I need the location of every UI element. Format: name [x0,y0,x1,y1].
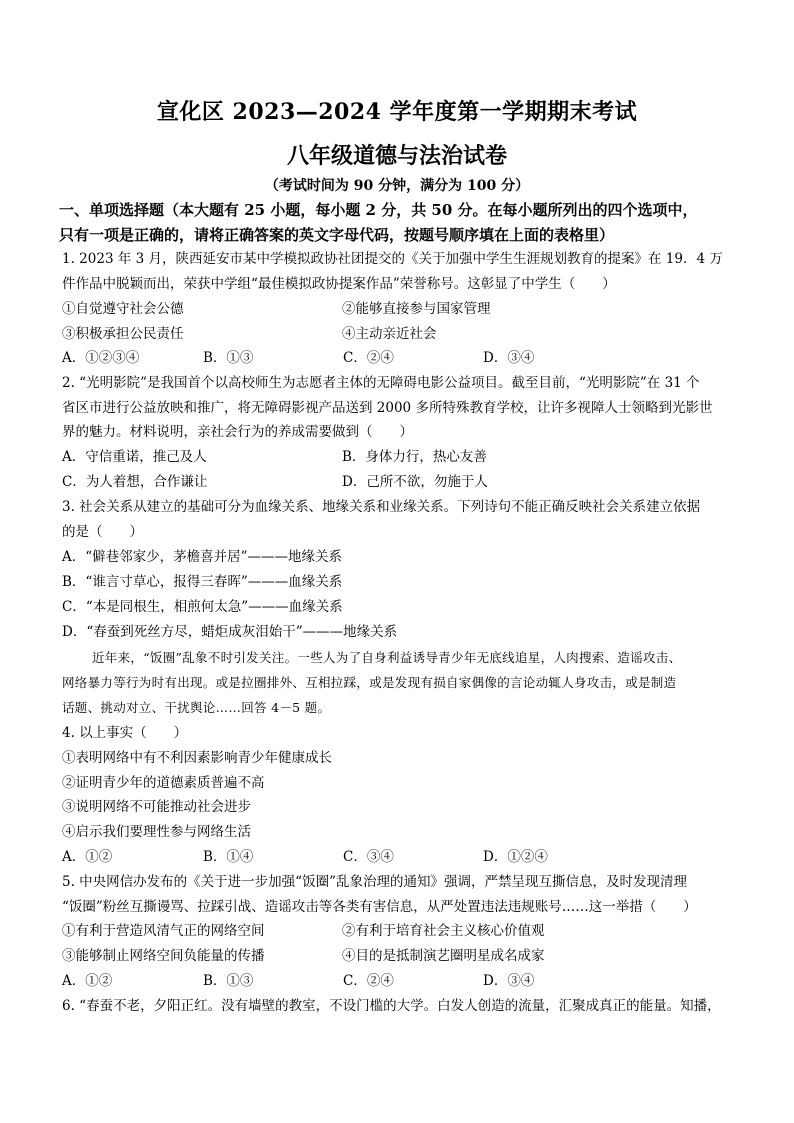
material-line2: 网络暴力等行为时有出现。或是拉圈排外、互相拉踩，或是发现有损自家偶像的言论动辄人身攻击，或是制造 [62,675,677,690]
material-line1: 近年来，“饭圈”乱象不时引发关注。一些人为了自身利益诱导青少年无底线追星，人肉搜索、造谣攻击、 [92,650,682,665]
q1-statement-3: ③积极承担公民责任 [62,326,184,342]
q1-choice-a: A．①②③④ [62,350,140,366]
q2-choice-a: A．守信重诺，推己及人 [62,449,207,465]
q5-choice-c: C．②④ [343,973,394,989]
q2-stem-line2: 省区市进行公益放映和推广，将无障碍影视产品送到 2000 多所特殊教育学校，让许多视障人士领略到光影世 [62,400,713,416]
section-instructions-line2: 只有一项是正确的，请将正确答案的英文字母代码，按题号顺序填在上面的表格里） [59,226,615,244]
q5-statement-2: ②有利于培育社会主义核心价值观 [342,923,545,939]
q1-statement-4: ④主动亲近社会 [342,326,437,342]
q1-statement-2: ②能够直接参与国家管理 [342,301,491,317]
q2-choice-c: C．为人着想，合作谦让 [62,474,208,490]
q1-choice-c: C．②④ [343,350,394,366]
q2-choice-b: B．身体力行，热心友善 [342,449,487,465]
q4-choice-b: B．①④ [203,849,254,865]
q1-stem-line2: 件作品中脱颖而出，荣获中学组“最佳模拟政协提案作品”荣誉称号。这彰显了中学生（ ） [62,276,616,292]
q5-stem-line2: “饭圈”粉丝互撕谩骂、拉踩引战、造谣攻击等各类有害信息，从严处置违法违规账号……这一举措（ ） [62,899,697,915]
q5-statement-4: ④目的是抵制演艺圈明星成名成家 [342,948,545,964]
q2-choice-d: D．己所不欲，勿施于人 [342,474,488,490]
material-line3: 话题、挑动对立、干扰舆论……回答 4－5 题。 [62,700,331,715]
q3-stem-line2: 的是（ ） [62,524,143,540]
q3-stem-line1: 3. 社会关系从建立的基础可分为血缘关系、地缘关系和业缘关系。下列诗句不能正确反映社会关系建立依据 [62,499,701,515]
q4-choice-d: D．①②④ [483,849,548,865]
exam-subtitle: 八年级道德与法治试卷 [286,143,507,169]
q3-choice-d: D．“春蚕到死丝方尽，蜡炬成灰泪始干”———地缘关系 [62,624,398,640]
q1-choice-b: B．①③ [203,350,254,366]
exam-time-info: （考试时间为 90 分钟，满分为 100 分） [264,178,530,194]
q3-choice-a: A．“僻巷邻家少，茅檐喜并居”———地缘关系 [62,549,343,565]
q1-statement-1: ①自觉遵守社会公德 [62,301,184,317]
q4-statement-1: ①表明网络中有不利因素影响青少年健康成长 [62,750,332,766]
q5-choice-a: A．①② [62,973,113,989]
q1-choice-d: D．③④ [483,350,535,366]
q4-statement-3: ③说明网络不可能推动社会进步 [62,799,251,815]
section-instructions [59,198,749,248]
q2-stem-line3: 界的魅力。材料说明，亲社会行为的养成需要做到（ ） [62,424,413,440]
q5-statement-1: ①有利于营造风清气正的网络空间 [62,923,265,939]
exam-title: 宣化区 2023—2024 学年度第一学期期末考试 [156,99,638,125]
q3-choice-c: C．“本是同根生，相煎何太急”———血缘关系 [62,599,343,615]
q5-stem-line1: 5. 中央网信办发布的《关于进一步加强“饭圈”乱象治理的通知》强调，严禁呈现互撕信息，及时发现清理 [62,874,687,890]
q4-statement-4: ④启示我们要理性参与网络生活 [62,824,251,840]
q4-choice-a: A．①② [62,849,113,865]
section-instructions-line1: 一、单项选择题（本大题有 25 小题，每小题 2 分，共 50 分。在每小题所列出的四个选项中， [59,201,698,219]
q5-choice-d: D．③④ [483,973,535,989]
q4-statement-2: ②证明青少年的道德素质普遍不高 [62,775,265,791]
q4-choice-c: C．③④ [343,849,394,865]
q4-stem: 4. 以上事实（ ） [62,725,188,741]
q6-stem-line1: 6. “春蚕不老，夕阳正红。没有墙壁的教室，不设门槛的大学。白发人创造的流量，汇聚成真正的能量。知播， [62,998,721,1014]
q5-statement-3: ③能够制止网络空间负能量的传播 [62,948,265,964]
q2-stem-line1: 2. “光明影院”是我国首个以高校师生为志愿者主体的无障碍电影公益项目。截至目前，“光明影院”在 31 个 [62,375,700,391]
q3-choice-b: B．“谁言寸草心，报得三春晖”———血缘关系 [62,574,343,590]
q5-choice-b: B．①③ [203,973,254,989]
q1-stem-line1: 1. 2023 年 3 月，陕西延安市某中学模拟政协社团提交的《关于加强中学生生涯规划教育的提案》在 19．4 万 [62,251,723,267]
